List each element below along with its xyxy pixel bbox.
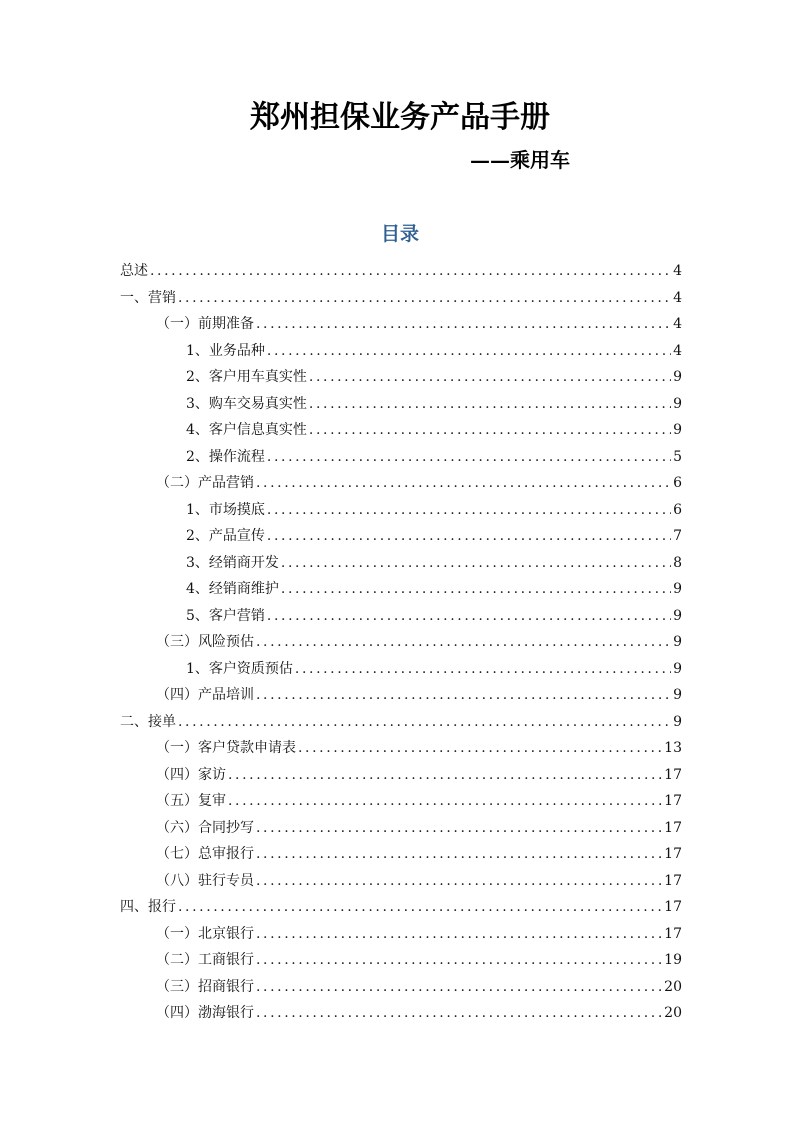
toc-heading: 目录 — [380, 223, 419, 245]
toc-page-number: 17 — [664, 793, 682, 809]
toc-entry[interactable] — [120, 391, 682, 418]
toc-page-number: 4 — [673, 342, 682, 359]
toc-entry[interactable] — [120, 364, 682, 391]
toc-entry-title: （一）前期准备 — [156, 316, 254, 332]
toc-entry[interactable] — [120, 682, 682, 709]
toc-dot-leader — [267, 338, 671, 365]
toc-entry[interactable] — [120, 576, 682, 603]
toc-dot-leader — [256, 629, 671, 656]
toc-entry[interactable] — [120, 709, 682, 736]
toc-entry-title: （三）招商银行 — [156, 978, 254, 995]
toc-page-number: 9 — [673, 581, 682, 597]
toc-dot-leader — [309, 391, 671, 418]
toc-entry-title: 1、业务品种 — [186, 342, 265, 359]
toc-dot-leader — [256, 311, 671, 338]
toc-page-number: 5 — [673, 448, 682, 465]
toc-entry[interactable] — [120, 629, 682, 656]
toc-entry[interactable] — [120, 735, 682, 762]
toc-entry[interactable] — [120, 1000, 682, 1027]
toc-entry[interactable] — [120, 338, 682, 365]
toc-entry-title: 4、客户信息真实性 — [186, 422, 307, 438]
toc-dot-leader — [298, 735, 662, 762]
toc-dot-leader — [256, 974, 662, 1001]
toc-page-number: 6 — [673, 501, 682, 518]
toc-entry[interactable] — [120, 762, 682, 789]
toc-dot-leader — [228, 788, 662, 815]
toc-entry[interactable] — [120, 497, 682, 524]
toc-page-number: 8 — [673, 554, 682, 571]
toc-entry-title: （二）工商银行 — [156, 952, 254, 968]
toc-entry[interactable] — [120, 285, 682, 312]
toc-page-number: 4 — [673, 289, 682, 306]
toc-entry-title: （八）驻行专员 — [156, 872, 254, 889]
toc-dot-leader — [256, 815, 662, 842]
toc-page-number: 9 — [673, 687, 682, 703]
toc-page-number: 13 — [664, 740, 682, 756]
toc-dot-leader — [256, 470, 671, 497]
toc-entry[interactable] — [120, 974, 682, 1001]
toc-page-number: 6 — [673, 475, 682, 491]
toc-entry-title: （四）产品培训 — [156, 687, 254, 703]
toc-page-number: 4 — [673, 263, 682, 279]
document-subtitle: ——乘用车 — [470, 148, 570, 172]
toc-entry-title: 1、客户资质预估 — [186, 660, 293, 677]
toc-entry-title: 1、市场摸底 — [186, 501, 265, 518]
toc-dot-leader — [256, 682, 671, 709]
toc-entry-title: 3、经销商开发 — [186, 554, 279, 571]
toc-page-number: 4 — [673, 316, 682, 332]
table-of-contents — [120, 258, 682, 1027]
toc-entry[interactable] — [120, 470, 682, 497]
toc-entry[interactable] — [120, 258, 682, 285]
toc-page-number: 20 — [664, 978, 682, 995]
toc-page-number: 20 — [664, 1005, 682, 1021]
toc-page-number: 9 — [673, 422, 682, 438]
toc-dot-leader — [256, 921, 662, 948]
toc-page-number: 17 — [664, 846, 682, 862]
toc-page-number: 17 — [664, 872, 682, 889]
toc-page-number: 17 — [664, 925, 682, 942]
toc-page-number: 9 — [673, 713, 682, 730]
toc-entry-title: （一）北京银行 — [156, 925, 254, 942]
toc-entry[interactable] — [120, 921, 682, 948]
toc-entry-title: 5、客户营销 — [186, 607, 265, 624]
toc-page-number: 9 — [673, 369, 682, 385]
toc-dot-leader — [281, 576, 671, 603]
toc-dot-leader — [256, 1000, 662, 1027]
toc-dot-leader — [295, 656, 671, 683]
toc-entry[interactable] — [120, 947, 682, 974]
toc-dot-leader — [267, 523, 671, 550]
toc-entry-title: 四、报行 — [120, 899, 176, 915]
toc-entry-title: 二、接单 — [120, 713, 176, 730]
toc-dot-leader — [178, 709, 671, 736]
toc-entry-title: 2、操作流程 — [186, 448, 265, 465]
toc-entry[interactable] — [120, 311, 682, 338]
toc-dot-leader — [150, 258, 671, 285]
toc-entry[interactable] — [120, 868, 682, 895]
toc-dot-leader — [178, 285, 671, 312]
toc-entry-title: （四）渤海银行 — [156, 1005, 254, 1021]
toc-dot-leader — [228, 762, 662, 789]
toc-dot-leader — [267, 444, 671, 471]
toc-entry[interactable] — [120, 417, 682, 444]
toc-entry-title: 2、客户用车真实性 — [186, 369, 307, 385]
toc-page-number: 17 — [664, 766, 682, 783]
toc-page-number: 9 — [673, 660, 682, 677]
toc-page-number: 17 — [664, 819, 682, 836]
toc-dot-leader — [281, 550, 671, 577]
toc-entry-title: 总述 — [120, 263, 148, 279]
toc-entry-title: （五）复审 — [156, 793, 226, 809]
toc-entry-title: （七）总审报行 — [156, 846, 254, 862]
toc-entry[interactable] — [120, 444, 682, 471]
toc-entry-title: （六）合同抄写 — [156, 819, 254, 836]
toc-entry-title: （二）产品营销 — [156, 475, 254, 491]
toc-entry[interactable] — [120, 550, 682, 577]
toc-entry[interactable] — [120, 815, 682, 842]
toc-entry[interactable] — [120, 841, 682, 868]
toc-dot-leader — [178, 894, 662, 921]
toc-entry-title: （一）客户贷款申请表 — [156, 740, 296, 756]
toc-dot-leader — [267, 603, 671, 630]
toc-page-number: 9 — [673, 395, 682, 412]
toc-dot-leader — [309, 364, 671, 391]
toc-entry-title: （三）风险预估 — [156, 634, 254, 650]
toc-page-number: 9 — [673, 607, 682, 624]
toc-entry-title: 3、购车交易真实性 — [186, 395, 307, 412]
toc-entry-title: （四）家访 — [156, 766, 226, 783]
toc-entry[interactable] — [120, 603, 682, 630]
toc-dot-leader — [256, 947, 662, 974]
toc-dot-leader — [256, 841, 662, 868]
toc-entry[interactable] — [120, 656, 682, 683]
toc-entry-title: 2、产品宣传 — [186, 528, 265, 544]
toc-dot-leader — [267, 497, 671, 524]
toc-dot-leader — [256, 868, 662, 895]
toc-page-number: 9 — [673, 634, 682, 650]
toc-entry[interactable] — [120, 788, 682, 815]
toc-entry[interactable] — [120, 523, 682, 550]
toc-dot-leader — [309, 417, 671, 444]
toc-entry-title: 4、经销商维护 — [186, 581, 279, 597]
toc-page-number: 17 — [664, 899, 682, 915]
toc-page-number: 7 — [673, 528, 682, 544]
toc-page-number: 19 — [664, 952, 682, 968]
document-title: 郑州担保业务产品手册 — [250, 100, 550, 135]
toc-entry-title: 一、营销 — [120, 289, 176, 306]
toc-entry[interactable] — [120, 894, 682, 921]
